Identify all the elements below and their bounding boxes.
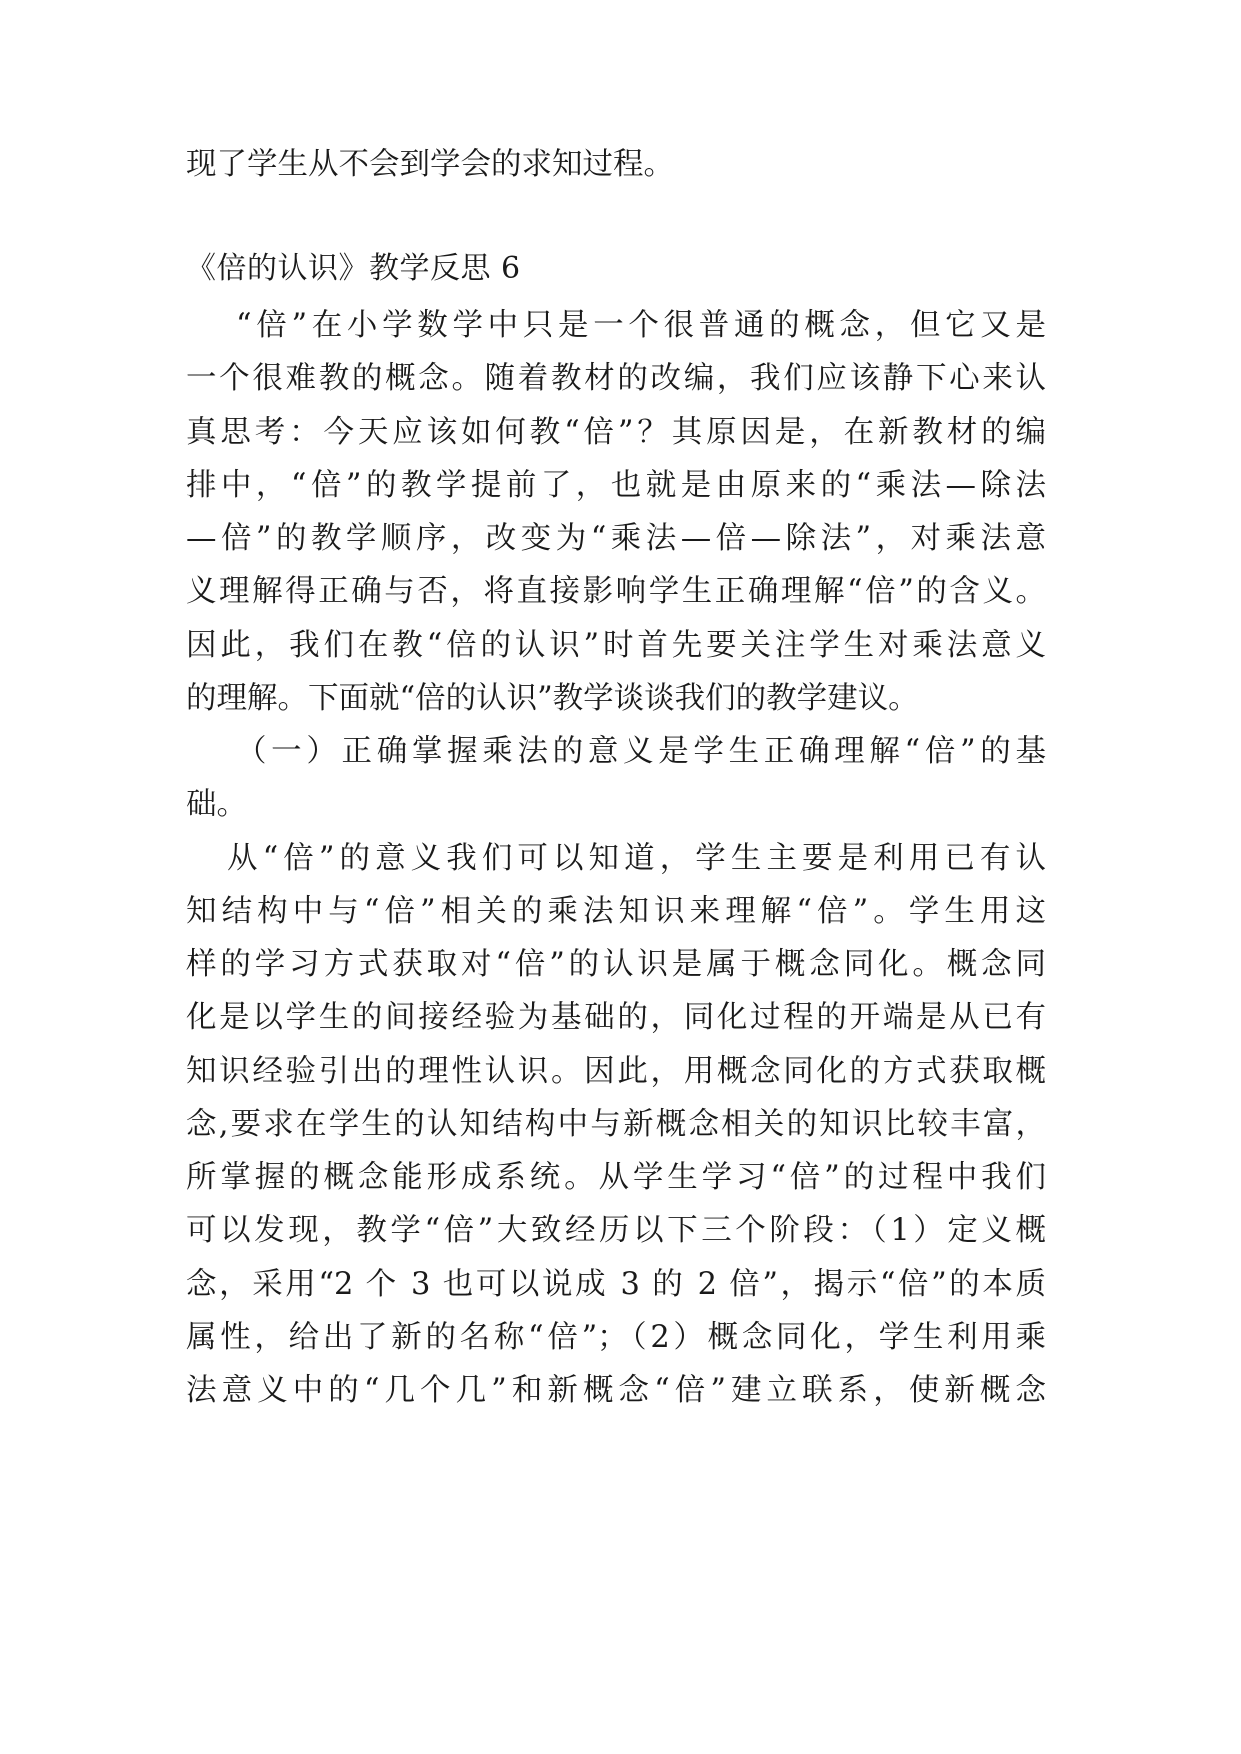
paragraph-line: 真思考：今天应该如何教“倍”？其原因是，在新教材的编 xyxy=(186,415,1046,450)
paragraph-line: 样的学习方式获取对“倍”的认识是属于概念同化。概念同 xyxy=(186,947,1046,982)
paragraph-line: 一个很难教的概念。随着教材的改编，我们应该静下心来认 xyxy=(186,361,1046,396)
paragraph-line: 义理解得正确与否，将直接影响学生正确理解“倍”的含义。 xyxy=(186,574,1046,609)
paragraph-line: 念,要求在学生的认知结构中与新概念相关的知识比较丰富， xyxy=(186,1107,1046,1142)
paragraph-line: 知识经验引出的理性认识。因此，用概念同化的方式获取概 xyxy=(186,1054,1046,1089)
subsection-heading: 础。 xyxy=(186,787,247,822)
paragraph-line: 化是以学生的间接经验为基础的，同化过程的开端是从已有 xyxy=(186,1000,1046,1035)
section-heading: 《倍的认识》教学反思 6 xyxy=(186,251,521,286)
text-line: 现了学生从不会到学会的求知过程。 xyxy=(186,147,674,182)
paragraph-line: 属性，给出了新的名称“倍”；（2）概念同化，学生利用乘 xyxy=(186,1320,1046,1355)
paragraph-line: 知结构中与“倍”相关的乘法知识来理解“倍”。学生用这 xyxy=(186,894,1046,929)
subsection-heading: （一）正确掌握乘法的意义是学生正确理解“倍”的基 xyxy=(236,734,1046,769)
paragraph-line: “倍”在小学数学中只是一个很普通的概念，但它又是 xyxy=(236,308,1046,343)
paragraph-line: 排中，“倍”的教学提前了，也就是由原来的“乘法—除法 xyxy=(186,468,1046,503)
paragraph-line: 念，采用“2 个 3 也可以说成 3 的 2 倍”，揭示“倍”的本质 xyxy=(186,1267,1046,1302)
paragraph-line: 从“倍”的意义我们可以知道，学生主要是利用已有认 xyxy=(227,841,1046,876)
paragraph-line: 因此，我们在教“倍的认识”时首先要关注学生对乘法意义 xyxy=(186,628,1046,663)
paragraph-line: 所掌握的概念能形成系统。从学生学习“倍”的过程中我们 xyxy=(186,1160,1046,1195)
paragraph-line: 的理解。下面就“倍的认识”教学谈谈我们的教学建议。 xyxy=(186,681,919,716)
paragraph-line: —倍”的教学顺序，改变为“乘法—倍—除法”，对乘法意 xyxy=(186,521,1046,556)
paragraph-line: 法意义中的“几个几”和新概念“倍”建立联系，使新概念 xyxy=(186,1373,1046,1408)
paragraph-line: 可以发现，教学“倍”大致经历以下三个阶段：（1）定义概 xyxy=(186,1213,1046,1248)
